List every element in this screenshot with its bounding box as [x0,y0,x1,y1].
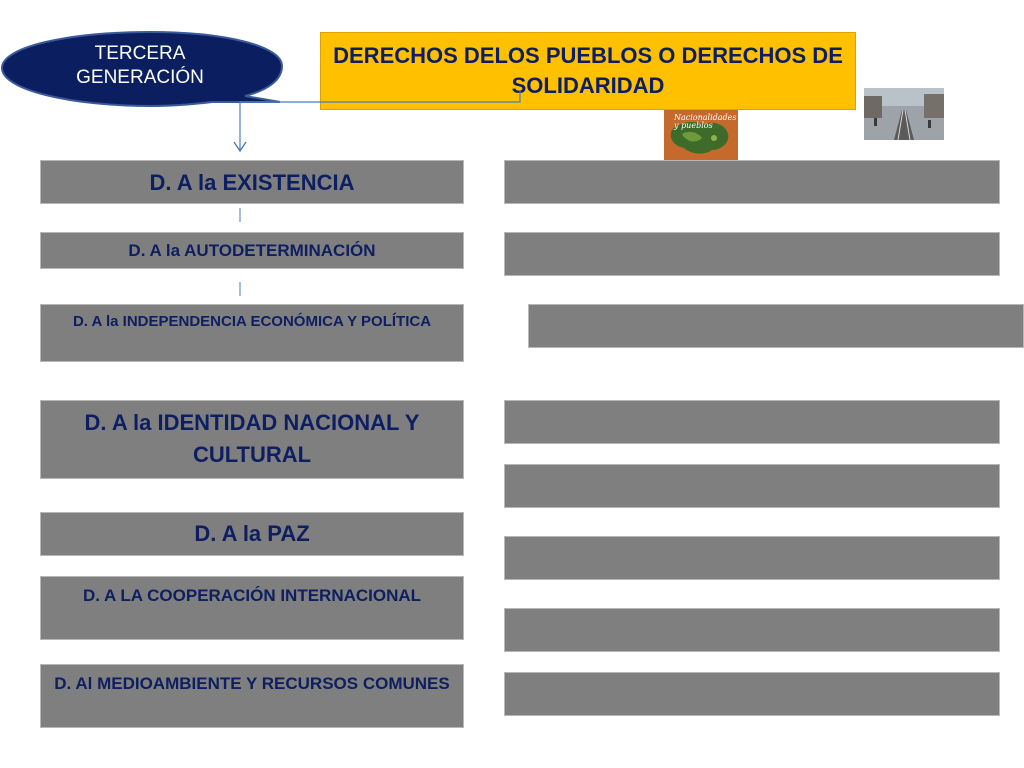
right-empty-box [504,672,1000,716]
right-identity-label: D. A la IDENTIDAD NACIONAL Y CULTURAL [84,410,420,467]
right-empty-box [504,464,1000,508]
right-empty-box [504,400,1000,444]
right-empty-box [504,232,1000,276]
title-text: DERECHOS DELOS PUEBLOS O DERECHOS DE SOLIDARIDAD [333,43,843,98]
right-independence-label: D. A la INDEPENDENCIA ECONÓMICA Y POLÍTICA [72,313,432,330]
railway-street-photo [864,88,944,140]
right-empty-box [504,160,1000,204]
callout-label [40,42,240,90]
arrow-down-icon [234,142,246,151]
railway-graphic [864,88,944,140]
right-empty-box [504,536,1000,580]
right-empty-box [504,608,1000,652]
callout-line-1: TERCERA [94,43,186,64]
right-existence-label: D. A la EXISTENCIA [149,170,355,195]
right-empty-box [528,304,1024,348]
right-environment-box [40,664,464,728]
right-self-determination-box [40,232,464,269]
right-existence-box [40,160,464,204]
slide-title [320,32,856,110]
callout-line-2: GENERACIÓN [76,67,204,88]
right-self-determination-label: D. A la AUTODETERMINACIÓN [128,241,376,260]
nationalities-map-image [664,110,738,160]
right-cooperation-label: D. A LA COOPERACIÓN INTERNACIONAL [82,586,422,605]
right-identity-box [40,400,464,479]
right-environment-label: D. Al MEDIOAMBIENTE Y RECURSOS COMUNES [54,674,450,693]
right-cooperation-box [40,576,464,640]
map-caption: Nacionalidades y pueblos [674,113,737,130]
right-independence-box [40,304,464,362]
right-peace-box [40,512,464,556]
right-peace-label: D. A la PAZ [194,521,310,546]
